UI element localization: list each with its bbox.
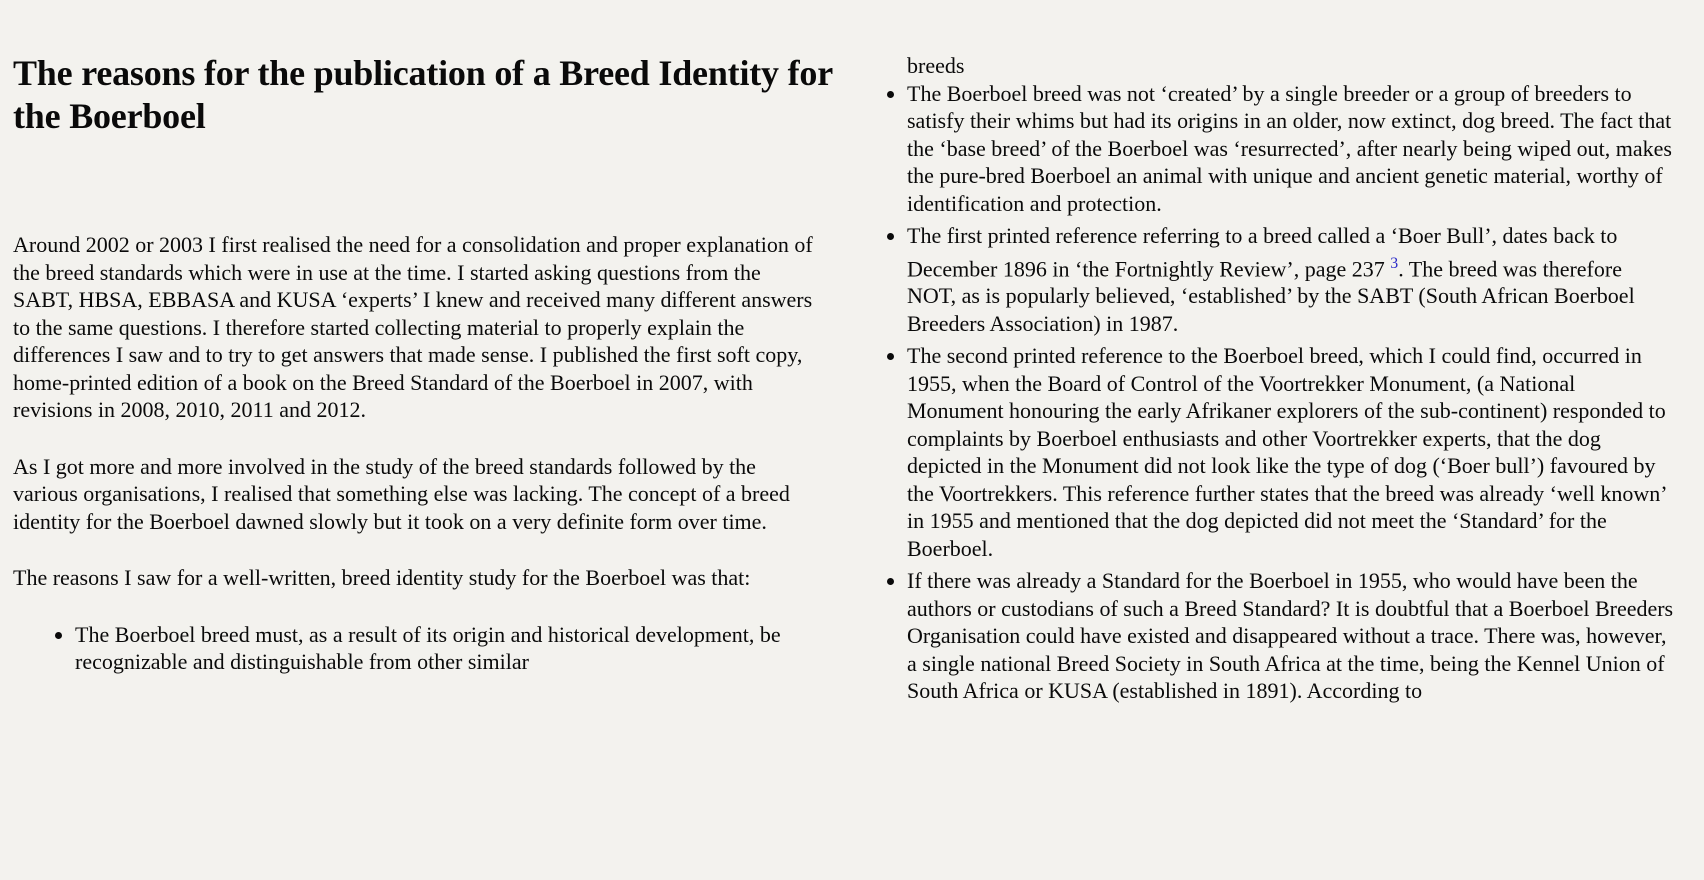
reason-item-text: If there was already a Standard for the Boerboel in 1955, who would have been the authors or custodians of such a Breed Standard? It is doubtful that a Boerboel Breeders Organisation could have existed and disappeared without a trace. There was, however, a single national Breed Society in South Africa at the time, being the Kennel Union of South Africa or KUSA (established in 1891). According to (907, 568, 1674, 704)
page-title: The reasons for the publication of a Breed Identity for the Boerboel (13, 53, 833, 136)
intro-paragraph: Around 2002 or 2003 I first realised the need for a consolidation and proper explanation of the breed standards which were in use at the time. I started asking questions from the SABT, HBSA, EBBASA and KUSA ‘experts’ I knew and received many different answers to the same questions. I therefore started collecting material to properly explain the differences I saw and to try to get answers that made sense. I published the first soft copy, home-printed edition of a book on the Breed Standard of the Boerboel in 2007, with revisions in 2008, 2010, 2011 and 2012. (13, 232, 813, 422)
reasons-list-continued (869, 80, 1674, 705)
reasons-list-start (13, 621, 813, 676)
reason-item-text: The Boerboel breed was not ‘created’ by a single breeder or a group of breeders to satisfy their whims but had its origins in an older, now extinct, dog breed. The fact that the ‘base breed’ of the Boerboel was ‘resurrected’, after nearly being wiped out, makes the pure-bred Boerboel an animal with unique and ancient genetic material, worthy of identification and protection. (907, 80, 1672, 216)
reasons-lead-in: The reasons I saw for a well-written, breed identity study for the Boerboel was that: (13, 565, 751, 590)
reason-item-text: The second printed reference to the Boerboel breed, which I could find, occurred in 1955, when the Board of Control of the Voortrekker Monument, (a National Monument honouring the early Afrikaner explorers of the sub-continent) responded to complaints by Boerboel enthusiasts and other Voortrekker experts, that the dog depicted in the Monument did not look like the type of dog (‘Boer bull’) favoured by the Voortrekkers. This reference further states that the breed was already ‘well known’ in 1955 and mentioned that the dog depicted did not meet the ‘Standard’ for the Boerboel. (907, 343, 1666, 561)
footnote-ref-3[interactable]: 3 (1390, 254, 1399, 272)
reason-item-text-after-footnote: . The breed was therefore NOT, as is popularly believed, ‘established’ by the SABT (South African Boerboel Breeders Association) in 1987. (907, 255, 1635, 336)
reason-item-second-reference (907, 342, 1674, 562)
reason-item-text-before-footnote: The first printed reference referring to a breed called a ‘Boer Bull’, dates back to December 1896 in ‘the Fortnightly Review’, page 237 (907, 223, 1618, 281)
reason-item-origin: • The Boerboel breed must, as a result of its origin and historical development, be recognizable and distinguishable from other similar (75, 621, 813, 676)
left-column (13, 52, 833, 676)
right-column (869, 52, 1674, 710)
list-item-continuation: breeds (907, 53, 965, 78)
reason-item-standard-1955 (907, 567, 1674, 705)
reason-item-first-reference (907, 222, 1674, 337)
breed-identity-paragraph: As I got more and more involved in the study of the breed standards followed by the various organisations, I realised that something else was lacking. The concept of a breed identity for the Boerboel dawned slowly but it took on a very definite form over time. (13, 453, 790, 534)
reason-item-not-created (907, 80, 1674, 218)
